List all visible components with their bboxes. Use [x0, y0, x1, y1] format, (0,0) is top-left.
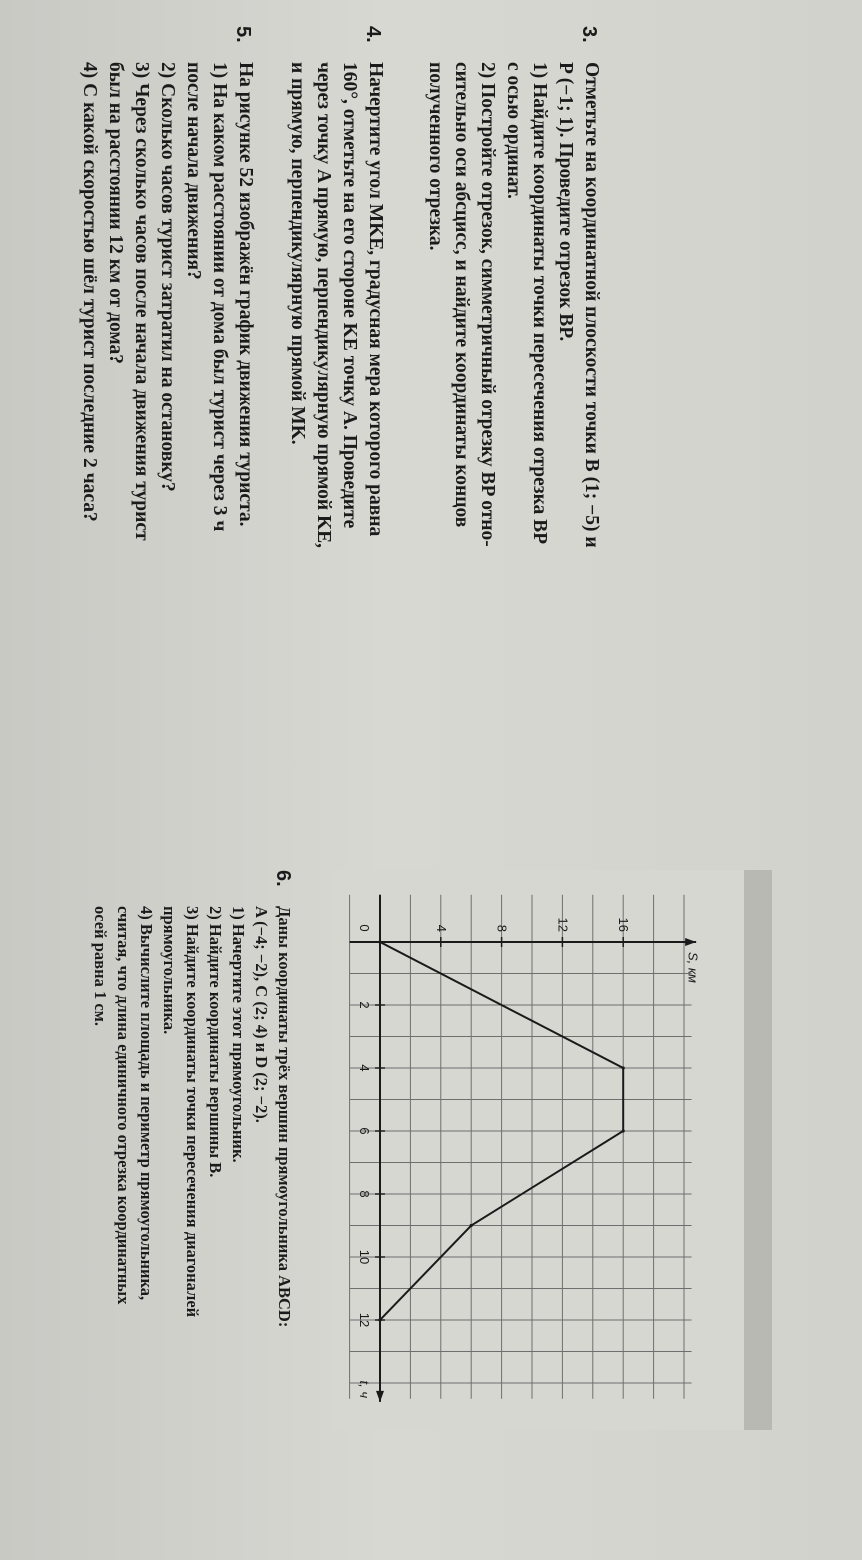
task-4: [284, 62, 388, 548]
task-6: [89, 906, 296, 1327]
series-point: [622, 1066, 625, 1069]
task5-line: был на расстоянии 12 км от дома?: [105, 62, 126, 364]
task5-line: 2) Сколько часов турист затратил на остановку?: [157, 62, 178, 492]
task4-line: 160°, отметьте на его стороне KE точку A. Проведите: [339, 62, 360, 529]
series-point: [378, 940, 381, 943]
x-tick-label: 2: [357, 1001, 372, 1009]
x-tick-label: 4: [357, 1064, 372, 1072]
task-5-number: 5.: [232, 26, 254, 43]
y-tick-label: 4: [433, 924, 449, 932]
task-5: [76, 62, 258, 541]
y-tick-label: 12: [555, 917, 571, 932]
x-tick-label: 0: [357, 924, 372, 932]
task4-line: и прямую, перпендикулярную прямой MK.: [287, 62, 308, 445]
task6-line: 4) Вычислите площадь и периметр прямоугольника,: [137, 906, 156, 1301]
task3-line: сительно оси абсцисс, и найдите координаты концов: [451, 62, 472, 528]
task-6-number: 6.: [272, 870, 294, 887]
task6-line: 1) Начертите этот прямоугольник.: [229, 906, 248, 1163]
task6-line: Даны координаты трёх вершин прямоугольника ABCD:: [275, 906, 294, 1328]
distance-time-chart: [332, 870, 772, 1430]
task6-line: A (−4; −2), C (2; 4) и D (2; −2).: [252, 906, 271, 1123]
series-point: [470, 1224, 473, 1227]
task3-line: Отметьте на координатной плоскости точки B (1; −5) и: [581, 62, 602, 548]
task-4-number: 4.: [362, 26, 384, 43]
y-axis-label: S, км: [685, 952, 701, 983]
x-tick-label: 12: [357, 1312, 372, 1328]
task6-line: осей равна 1 см.: [91, 906, 110, 1027]
task-3: [422, 62, 604, 548]
task5-line: 4) С какой скоростью шёл турист последние 2 часа?: [79, 62, 100, 522]
task6-line: 3) Найдите координаты точки пересечения диагоналей: [183, 906, 202, 1318]
series-point: [622, 1129, 625, 1132]
task5-line: На рисунке 52 изображён график движения туриста.: [235, 62, 256, 527]
task6-line: прямоугольника.: [160, 906, 179, 1035]
x-tick-label: 10: [357, 1249, 372, 1265]
task-3-number: 3.: [578, 26, 600, 43]
x-axis-label: t, ч: [357, 1380, 372, 1399]
task5-line: после начала движения?: [183, 62, 204, 280]
task5-line: 1) На каком расстоянии от дома был турист через 3 ч: [209, 62, 230, 532]
task4-line: через точку A прямую, перпендикулярную прямой KE,: [313, 62, 334, 549]
x-tick-label: 8: [357, 1190, 372, 1198]
y-tick-label: 16: [616, 917, 632, 932]
y-tick-label: 8: [494, 924, 510, 932]
figure-header-bar: [744, 870, 772, 1430]
series-point: [378, 1318, 381, 1321]
task6-line: 2) Найдите координаты вершины B.: [206, 906, 225, 1178]
task3-line: 1) Найдите координаты точки пересечения отрезка BP: [529, 62, 550, 545]
task4-line: Начертите угол MKE, градусная мера которого равна: [365, 62, 386, 537]
x-tick-label: 6: [357, 1127, 372, 1135]
task3-line: 2) Постройте отрезок, симметричный отрезку BP отно-: [477, 62, 498, 547]
task3-line: P (−1; 1). Проведите отрезок BP.: [555, 62, 576, 342]
task3-line: с осью ординат.: [503, 62, 524, 199]
task6-line: считая, что длина единичного отрезка координатных: [114, 906, 133, 1305]
task3-line: полученного отрезка.: [425, 62, 446, 251]
figure-frame: [332, 870, 772, 1430]
task5-line: 3) Через сколько часов после начала движения турист: [131, 62, 152, 541]
